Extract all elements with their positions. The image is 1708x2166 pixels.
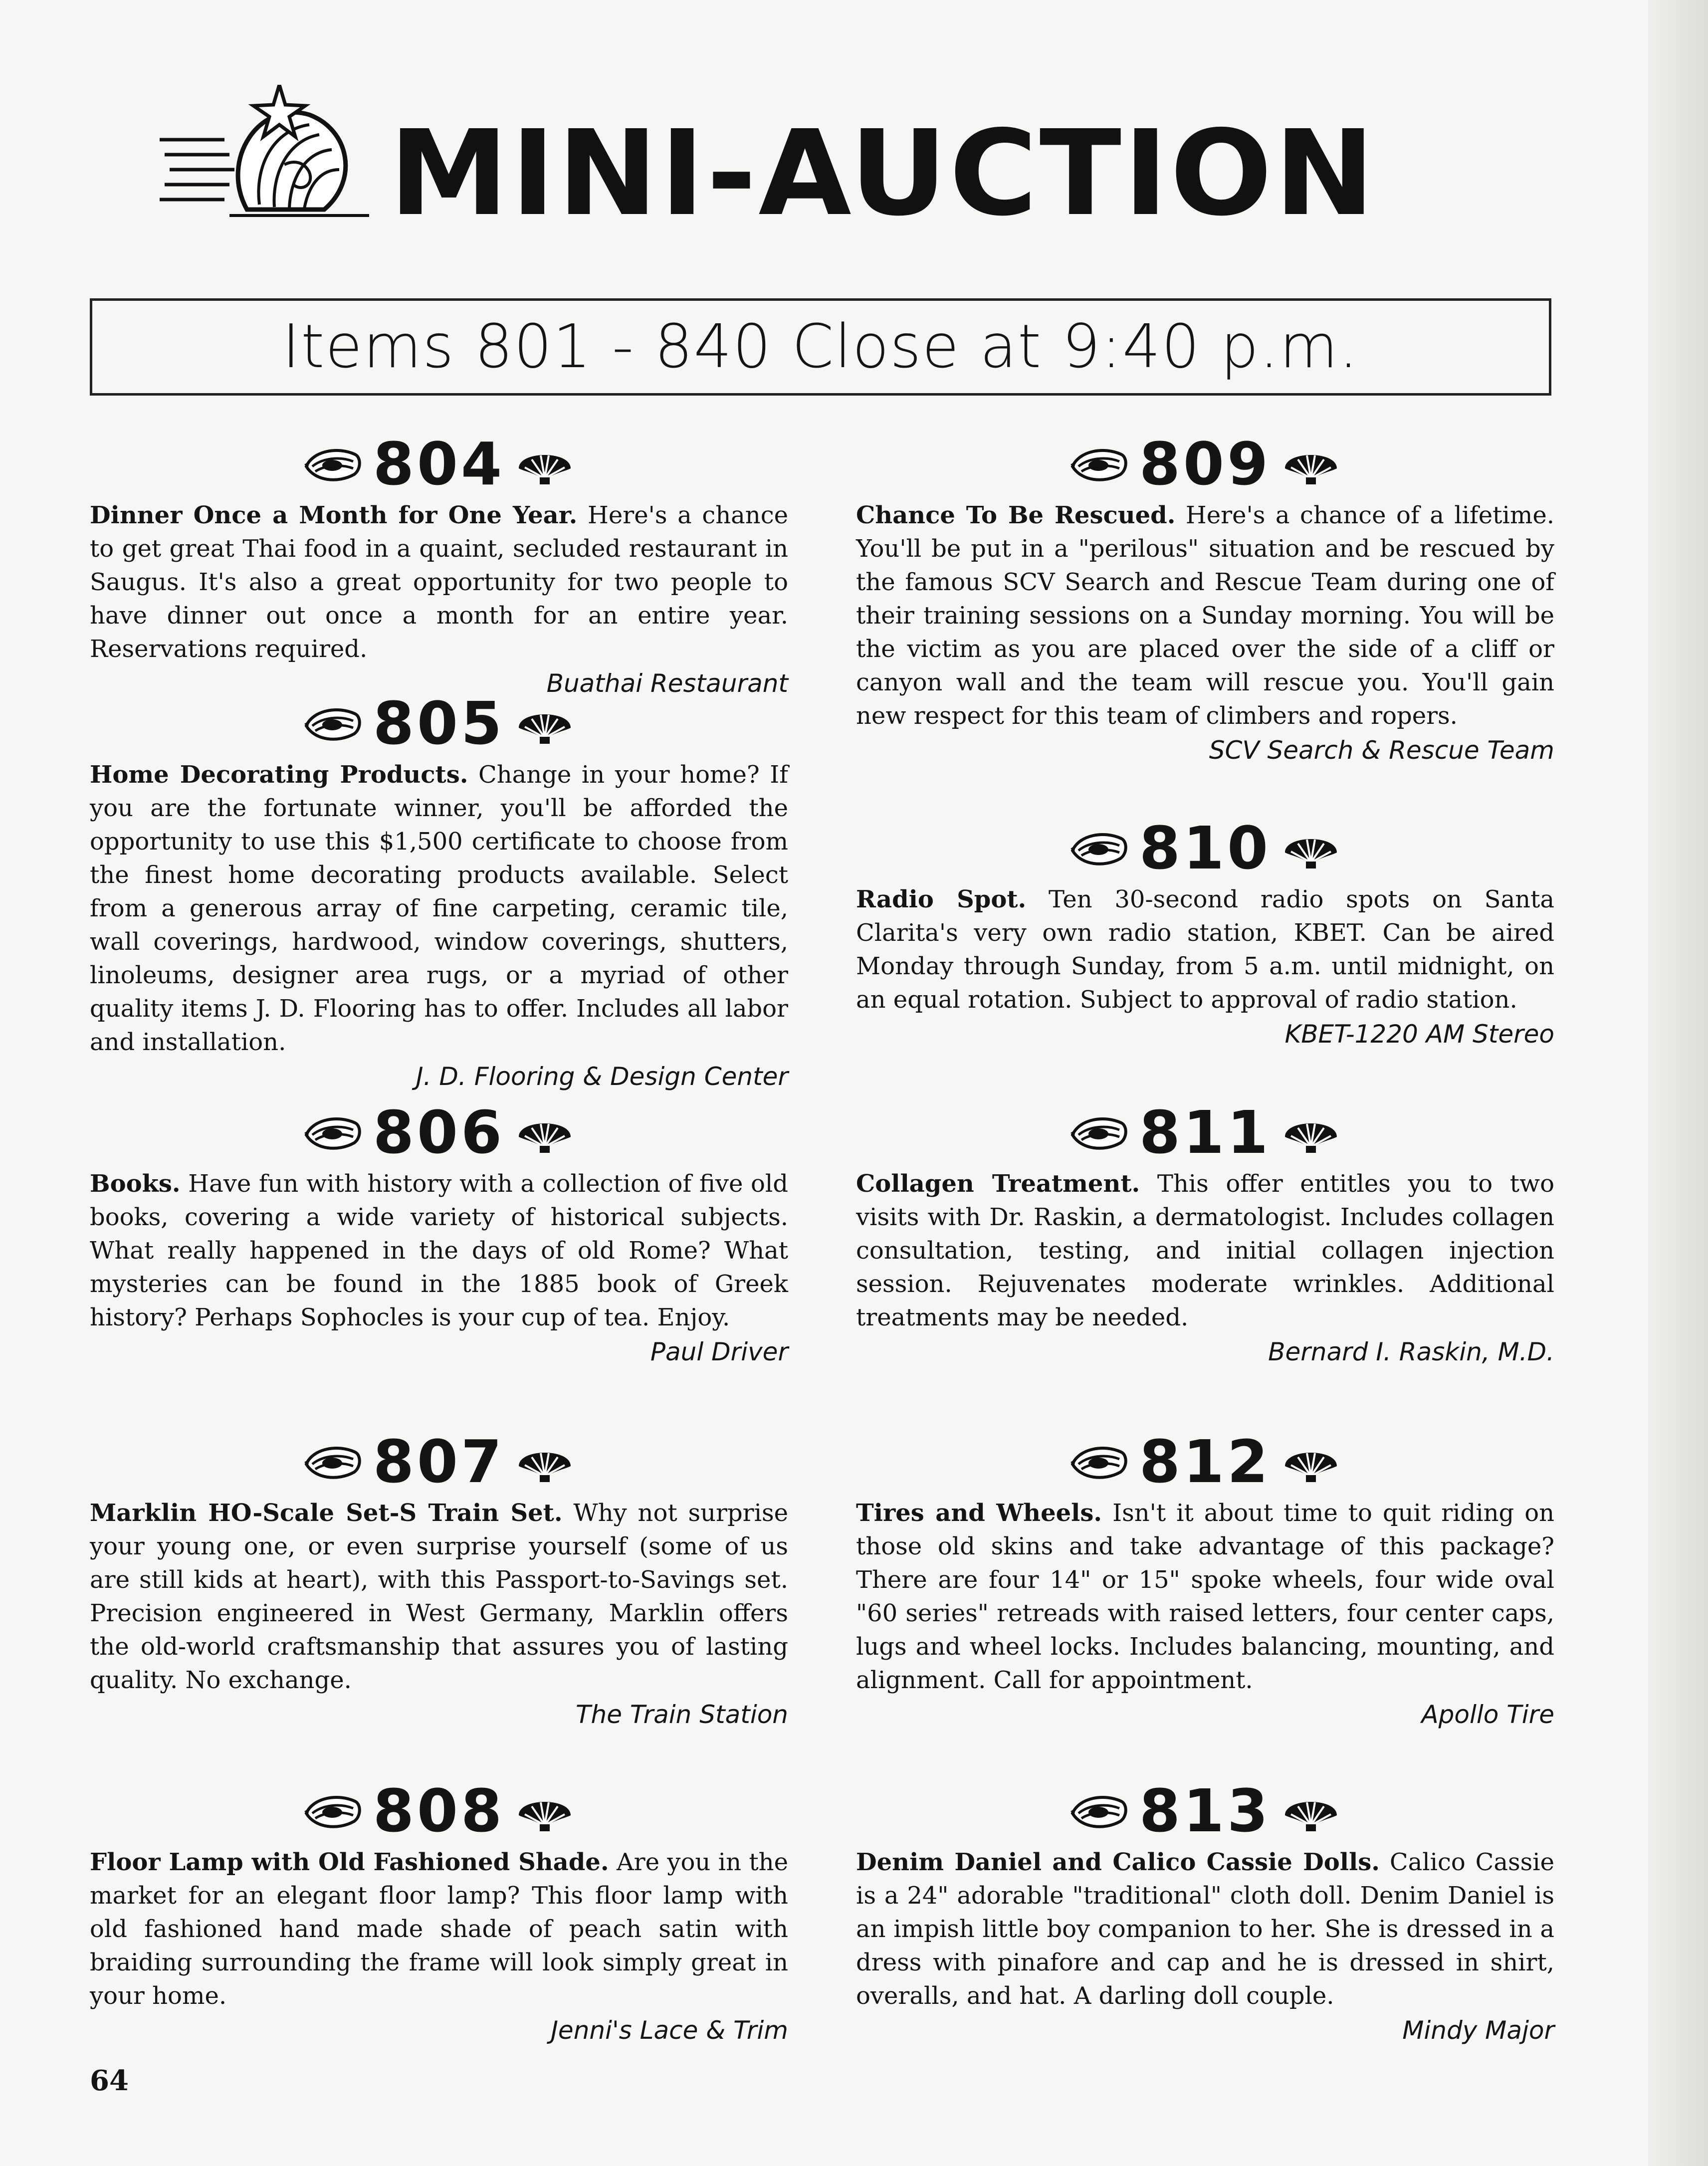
auction-item-810 [856,814,1555,1052]
item-text: Here's a chance of a lifetime. You'll be put in a "perilous" situation and be rescued by the famous SCV Search and Rescue Team during one of their training sessions on a Sunday morning. You will be the victim as you are placed over the side of a cliff or canyon wall and the team will rescue you. You'll gain new respect for this team of climbers and ropers. [856,501,1554,730]
scallop-shell-icon [515,441,575,486]
clam-shell-icon [303,701,363,746]
item-donor: Paul Driver [650,1337,788,1366]
item-number-header [90,689,788,758]
item-title: Marklin HO-Scale Set-S Train Set. [90,1499,563,1527]
item-title: Collagen Treatment. [856,1170,1140,1198]
scallop-shell-icon [1281,1110,1341,1155]
item-number-header [856,1776,1554,1845]
scallop-shell-icon [1281,826,1341,870]
auction-item-809 [856,430,1554,768]
item-title: Chance To Be Rescued. [856,501,1176,529]
item-title: Dinner Once a Month for One Year. [90,501,578,529]
item-number: 806 [373,1098,505,1167]
item-title: Books. [90,1170,181,1198]
clam-shell-icon [1069,1788,1129,1833]
item-number-header [856,1098,1554,1167]
item-number-header [90,430,788,498]
auction-item-811 [856,1098,1555,1369]
auction-item-812 [856,1427,1555,1732]
item-donor: Buathai Restaurant [546,669,788,698]
item-donor: Mindy Major [1402,2016,1554,2045]
item-description [856,1167,1554,1334]
item-number: 808 [373,1776,505,1845]
scallop-shell-icon [515,1110,575,1155]
clam-shell-icon [303,1788,363,1833]
page-title: MINI-AUCTION [389,105,1377,242]
auction-item-813 [856,1776,1554,2048]
item-number-header [856,814,1554,882]
item-text: Here's a chance to get great Thai food in a quaint, secluded restaurant in Saugus. It's also a great opportunity for two people to have dinner out once a month for an entire year. Reservations required. [90,501,789,663]
page-number: 64 [90,2064,129,2097]
close-time-notice: Items 801 - 840 Close at 9:40 p.m. [90,298,1551,396]
scallop-shell-icon [515,1788,575,1833]
item-number: 812 [1139,1427,1272,1496]
clam-shell-icon [1069,1110,1129,1155]
item-title: Tires and Wheels. [856,1499,1102,1527]
scallop-shell-icon [1281,1788,1341,1833]
item-number-header [856,430,1554,498]
clam-shell-icon [1069,1439,1129,1484]
item-text: Isn't it about time to quit riding on those old skins and take advantage of this package? There are four 14" or 15" spoke wheels, four wide oval "60 series" retreads with raised letters, four center caps, lugs and wheel locks. Includes balancing, mounting, and alignment. Call for appointment. [856,1499,1555,1694]
item-number: 813 [1139,1776,1272,1845]
item-title: Floor Lamp with Old Fashioned Shade. [90,1848,609,1876]
scallop-shell-icon [1281,441,1341,486]
item-number: 804 [373,430,505,498]
item-number-header [856,1427,1554,1496]
masthead [160,85,1457,242]
item-number: 811 [1139,1098,1272,1167]
auction-item-806 [90,1098,788,1369]
auction-item-807 [90,1427,789,1732]
item-donor: KBET-1220 AM Stereo [1284,1020,1554,1049]
clam-shell-icon [303,441,363,486]
item-text: Have fun with history with a collection of five old books, covering a wide variety of historical subjects. What really happened in the days of old Rome? What mysteries can be found in the 1885 book of Greek history? Perhaps Sophocles is your cup of tea. Enjoy. [90,1170,788,1331]
item-number-header [90,1427,788,1496]
item-donor: The Train Station [576,1700,788,1729]
item-donor: SCV Search & Rescue Team [1209,736,1554,765]
item-donor: Apollo Tire [1421,1700,1554,1729]
item-text: Why not surprise your young one, or even surprise yourself (some of us are still kids at heart), with this Passport-to-Savings set. Precision engineered in West Germany, Marklin offers the old-world craftsmanship that assures you of lasting quality. No exchange. [90,1499,789,1694]
item-description [90,1846,788,2013]
page-edge-shadow [1648,0,1708,2166]
item-number: 807 [373,1427,505,1496]
item-donor: Jenni's Lace & Trim [551,2016,788,2045]
item-text: Change in your home? If you are the fortunate winner, you'll be afforded the opportunity to use this $1,500 certificate to choose from the finest home decorating products available. Select from a generous array of fine carpeting, ceramic tile, wall coverings, hardwood, window coverings, shutters, linoleums, designer area rugs, or a myriad of other quality items J. D. Flooring has to offer. Includes all labor and installation. [90,761,788,1056]
item-number: 805 [373,689,505,758]
auction-item-805 [90,689,788,1094]
item-description [90,1167,788,1334]
clam-shell-icon [303,1439,363,1484]
item-description [856,1846,1554,2013]
item-number-header [90,1098,788,1167]
auction-item-804 [90,430,789,701]
item-title: Radio Spot. [856,885,1027,913]
item-text: Calico Cassie is a 24" adorable "traditional" cloth doll. Denim Daniel is an impish little boy companion to her. She is dressed in a dress with pinafore and cap and he is dressed in shirt, overalls, and hat. A darling doll couple. [856,1848,1554,2010]
item-text: This offer entitles you to two visits with Dr. Raskin, a dermatologist. Includes collagen consultation, testing, and initial collagen injection session. Rejuvenates moderate wrinkles. Additional treatments may be needed. [856,1170,1555,1331]
clam-shell-icon [1069,826,1129,870]
scallop-shell-icon [515,701,575,746]
item-description [856,1497,1554,1697]
item-description [90,499,788,666]
clam-shell-icon [303,1110,363,1155]
starfish-shell-icon [160,85,369,234]
item-number: 809 [1139,430,1272,498]
item-number-header [90,1776,788,1845]
item-description [856,499,1554,733]
item-text: Ten 30-second radio spots on Santa Clarita's very own radio station, KBET. Can be aired Monday through Sunday, from 5 a.m. until midnight, on an equal rotation. Subject to approval of radio station. [856,885,1555,1014]
item-title: Denim Daniel and Calico Cassie Dolls. [856,1848,1380,1876]
auction-item-808 [90,1776,788,2048]
item-description [90,1497,788,1697]
item-text: Are you in the market for an elegant floor lamp? This floor lamp with old fashioned hand made shade of peach satin with braiding surrounding the frame will look simply great in your home. [90,1848,788,2010]
item-description [90,758,788,1059]
item-donor: J. D. Flooring & Design Center [416,1062,788,1091]
scallop-shell-icon [515,1439,575,1484]
clam-shell-icon [1069,441,1129,486]
item-number: 810 [1139,814,1272,882]
item-description [856,883,1554,1017]
item-title: Home Decorating Products. [90,761,468,789]
item-donor: Bernard I. Raskin, M.D. [1268,1337,1554,1366]
scallop-shell-icon [1281,1439,1341,1484]
